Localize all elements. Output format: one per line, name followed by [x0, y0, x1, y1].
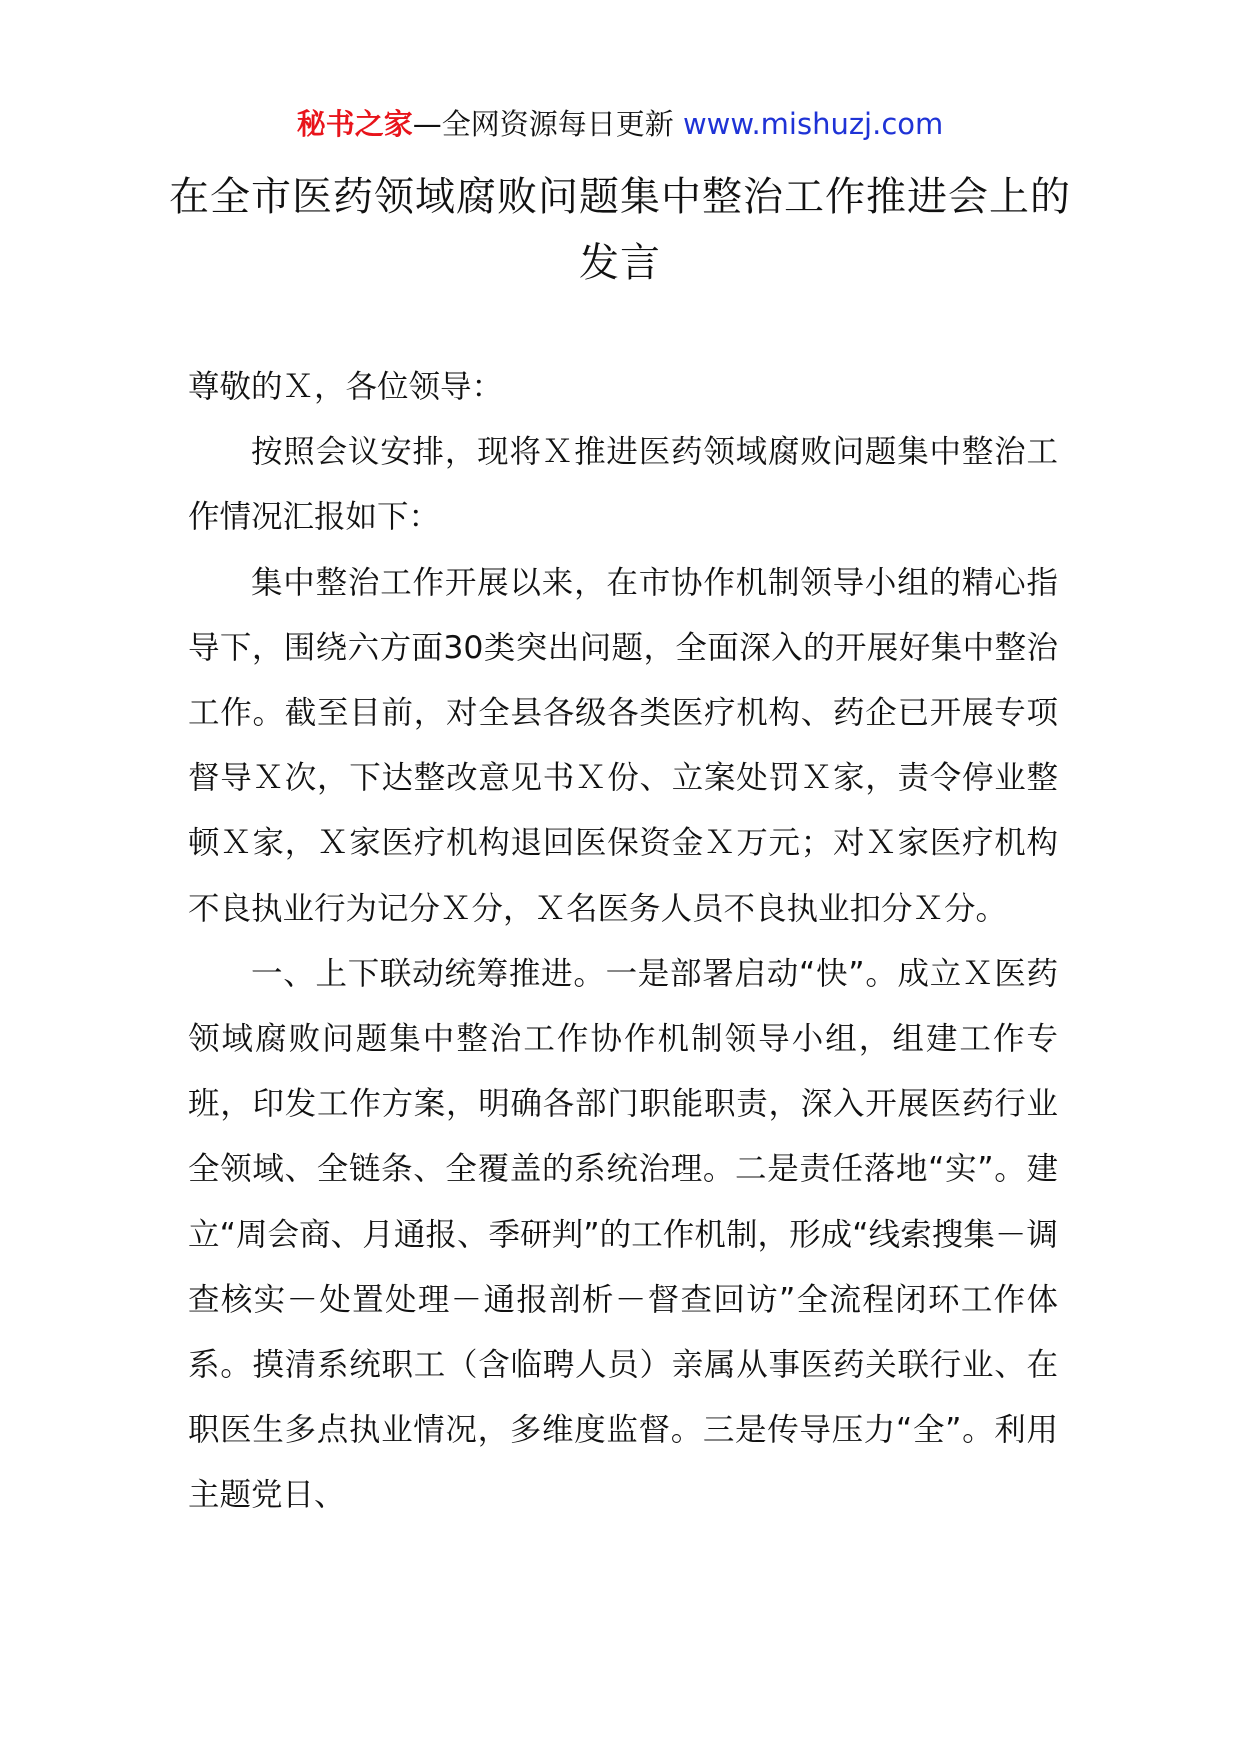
header-tagline: —全网资源每日更新	[412, 107, 683, 141]
site-url-link[interactable]: www.mishuzj.com	[682, 107, 944, 141]
paragraph-section-one: 一、上下联动统筹推进。一是部署启动“快”。成立Ｘ医药领域腐败问题集中整治工作协作机制领导小组，组建工作专班，印发工作方案，明确各部门职能职责，深入开展医药行业全领域、全链条、全覆盖的系统治理。二是责任落地“实”。建立“周会商、月通报、季研判”的工作机制，形成“线索搜集－调查核实－处置处理－通报剖析－督查回访”全流程闭环工作体系。摸清系统职工（含临聘人员）亲属从事医药关联行业、在职医生多点执业情况，多维度监督。三是传导压力“全”。利用主题党日、	[188, 955, 1058, 1514]
document-title: 在全市医药领域腐败问题集中整治工作推进会上的发言	[169, 174, 1071, 286]
document-body	[188, 355, 1058, 1529]
site-header	[0, 104, 1240, 144]
salutation: 尊敬的Ｘ，各位领导：	[188, 369, 504, 405]
brand-name: 秘书之家	[296, 107, 413, 141]
paragraph-summary: 集中整治工作开展以来，在市协作机制领导小组的精心指导下，围绕六方面30类突出问题，全面深入的开展好集中整治工作。截至目前，对全县各级各类医疗机构、药企已开展专项督导Ｘ次，下达整改意见书Ｘ份、立案处罚Ｘ家，责令停业整顿Ｘ家，Ｘ家医疗机构退回医保资金Ｘ万元；对Ｘ家医疗机构不良执业行为记分Ｘ分，Ｘ名医务人员不良执业扣分Ｘ分。	[188, 564, 1058, 927]
paragraph-intro: 按照会议安排，现将Ｘ推进医药领域腐败问题集中整治工作情况汇报如下：	[188, 434, 1058, 536]
